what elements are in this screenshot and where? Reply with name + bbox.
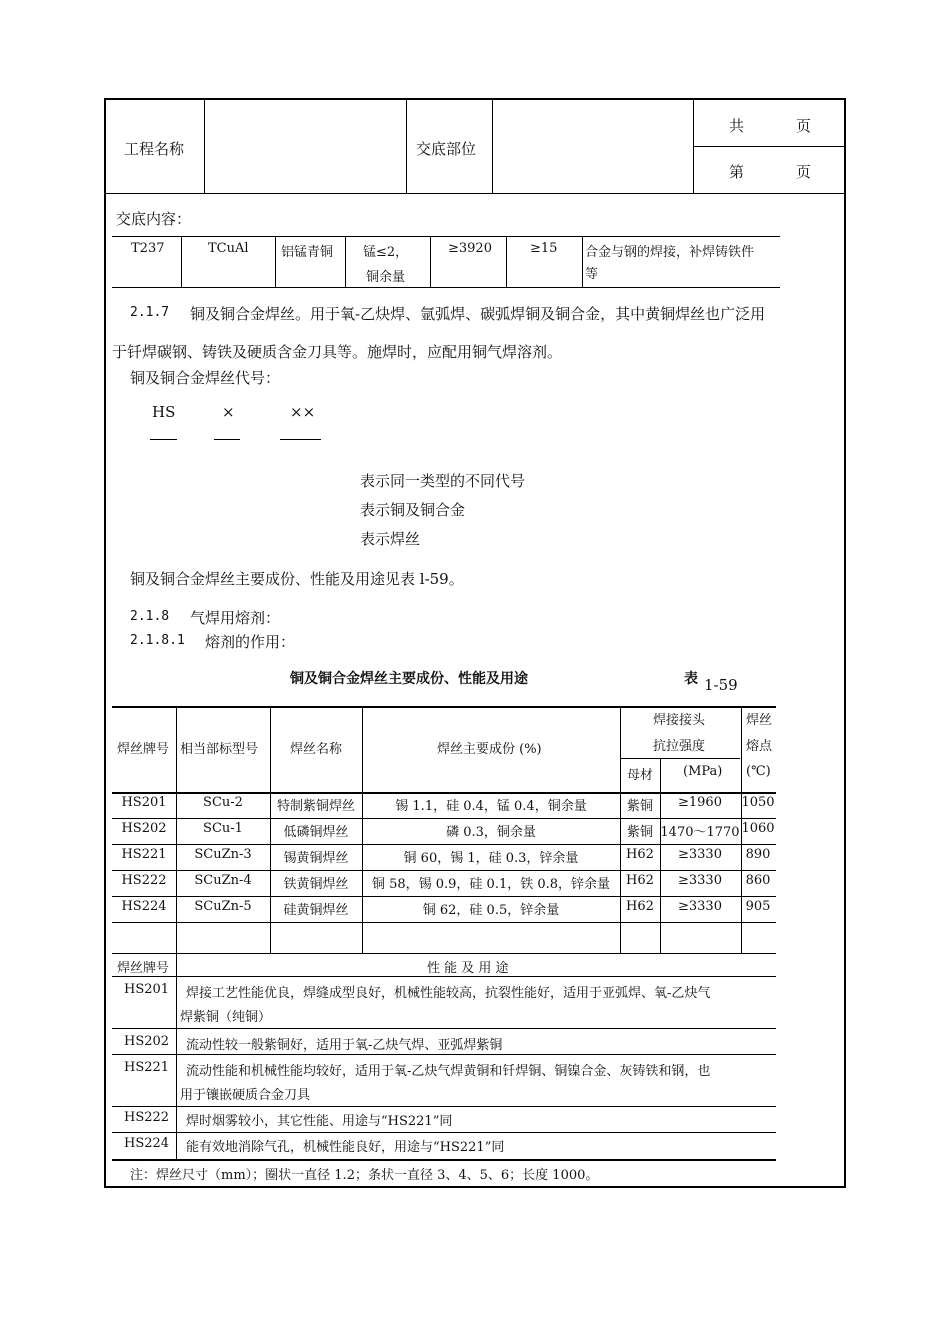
table-cell: ≥1960 (678, 795, 722, 810)
table-cell: HS201 (121, 795, 167, 810)
code-hs: HS (152, 403, 176, 421)
section-217-number: 2.1.7 (130, 305, 170, 320)
code-underline-3 (280, 439, 321, 440)
table-cell: 低磷铜焊丝 (283, 825, 349, 840)
th-melt-1: 焊丝 (746, 713, 773, 728)
table-cell: HS202 (121, 821, 167, 836)
use-text-line1: 流动性能和机械性能均较好，适用于氧-乙炔气焊黄铜和钎焊铜、铜镍合金、灰铸铁和钢，也 (186, 1064, 711, 1079)
total-pages-label: 共 (729, 117, 745, 135)
table-cell: 1050 (741, 795, 775, 810)
table-cell: ≥3330 (678, 847, 722, 862)
table-label: 表 (684, 671, 698, 687)
content-label: 交底内容： (116, 210, 192, 228)
th-base: 母材 (627, 768, 654, 783)
code-title: 铜及铜合金焊丝代号： (130, 369, 281, 387)
section-218-number: 2.1.8 (130, 609, 170, 624)
total-pages-unit: 页 (796, 117, 812, 135)
cell-comp-1: 锰≤2， (363, 245, 409, 260)
project-name-label: 工程名称 (124, 140, 185, 158)
code-xx: ×× (290, 403, 316, 421)
section-217-line2: 于钎焊碳钢、铸铁及硬质含金刀具等。施焊时，应配用铜气焊溶剂。 (112, 343, 563, 361)
uses-th-brand: 焊丝牌号 (117, 961, 170, 976)
use-text-line1: 能有效地消除气孔，机械性能良好，用途与“HS221”同 (186, 1140, 505, 1155)
table-cell: ≥3330 (678, 873, 722, 888)
use-brand: HS224 (124, 1136, 170, 1151)
th-brand: 焊丝牌号 (117, 742, 170, 757)
table-cell: HS221 (121, 847, 167, 862)
table-cell: 特制紫铜焊丝 (276, 799, 355, 814)
header-table (106, 100, 844, 194)
code-underline-1 (150, 439, 177, 440)
table-cell: 锡黄铜焊丝 (283, 851, 349, 866)
cell-brand: T237 (131, 241, 165, 256)
th-melt-2: 熔点 (746, 739, 773, 754)
th-composition: 焊丝主要成份 (%) (437, 742, 542, 757)
use-brand: HS222 (124, 1110, 170, 1125)
cell-strength: ≥3920 (448, 241, 492, 256)
table-title: 铜及铜合金焊丝主要成份、性能及用途 (290, 671, 528, 687)
th-std: 相当部标型号 (180, 742, 259, 757)
table-cell: SCu-1 (203, 821, 243, 836)
cell-name: 铝锰青铜 (281, 245, 334, 260)
th-name: 焊丝名称 (290, 742, 343, 757)
table-cell: HS224 (121, 899, 167, 914)
table-cell: 紫铜 (626, 799, 653, 814)
table-cell: 1470～1770 (660, 825, 740, 840)
table-cell: 铜 60，锡 1，硅 0.3，锌余量 (403, 851, 579, 866)
cell-use-2: 等 (585, 267, 599, 282)
code-underline-2 (214, 439, 240, 440)
cell-elong: ≥15 (530, 241, 558, 256)
meaning-1: 表示同一类型的不同代号 (360, 472, 526, 490)
table-cell: H62 (626, 847, 654, 862)
table-cell: 铜 62，硅 0.5，锌余量 (422, 903, 560, 918)
use-brand: HS202 (124, 1034, 170, 1049)
table-number: 1-59 (704, 676, 738, 694)
use-text-line1: 流动性较一般紫铜好，适用于氧-乙炔气焊、亚弧焊紫铜 (186, 1038, 503, 1053)
section-218-text: 气焊用熔剂： (190, 609, 281, 627)
table-reference: 铜及铜合金焊丝主要成份、性能及用途见表 l-59。 (130, 570, 464, 588)
table-cell: 1060 (741, 821, 775, 836)
table-cell: H62 (626, 899, 654, 914)
current-page-label: 第 (729, 163, 745, 181)
section-217-line1: 铜及铜合金焊丝。用于氧-乙炔焊、氩弧焊、碳弧焊铜及铜合金，其中黄铜焊丝也广泛用 (190, 305, 766, 323)
use-text-line2: 焊紫铜（纯铜） (180, 1010, 272, 1025)
cell-std: TCuAl (208, 241, 249, 256)
th-strength-2: 抗拉强度 (653, 739, 706, 754)
use-text-line1: 焊时烟雾较小，其它性能、用途与“HS221”同 (186, 1114, 453, 1129)
current-page-unit: 页 (796, 163, 812, 181)
table-cell: 紫铜 (626, 825, 653, 840)
table-cell: 硅黄铜焊丝 (283, 903, 349, 918)
th-melt-unit: (℃) (746, 764, 771, 779)
th-strength-1: 焊接接头 (653, 713, 706, 728)
table-cell: SCu-2 (203, 795, 243, 810)
handover-part-label: 交底部位 (416, 140, 477, 158)
section-2181-text: 熔剂的作用： (205, 633, 296, 651)
table-cell: H62 (626, 873, 654, 888)
table-note: 注：焊丝尺寸（mm）；圈状一直径 1.2；条状一直径 3、4、5、6；长度 1000。 (130, 1168, 599, 1183)
table-cell: 铁黄铜焊丝 (283, 877, 349, 892)
uses-th-use: 性 能 及 用 途 (427, 961, 509, 976)
section-2181-number: 2.1.8.1 (130, 633, 185, 648)
use-text-line2: 用于镶嵌硬质合金刀具 (180, 1088, 311, 1103)
table-cell: 磷 0.3，铜余量 (446, 825, 536, 840)
meaning-3: 表示焊丝 (360, 530, 421, 548)
use-brand: HS221 (124, 1060, 170, 1075)
cell-use-1: 合金与钢的焊接，补焊铸铁件 (585, 245, 755, 260)
table-cell: SCuZn-5 (194, 899, 252, 914)
table-cell: 905 (745, 899, 771, 914)
table-cell: SCuZn-3 (194, 847, 252, 862)
use-text-line1: 焊接工艺性能优良，焊缝成型良好，机械性能较高，抗裂性能好，适用于亚弧焊、氧-乙炔气 (186, 986, 711, 1001)
table-cell: 铜 58，锡 0.9，硅 0.1，铁 0.8，锌余量 (371, 877, 611, 892)
th-mpa: (MPa) (683, 764, 723, 779)
table-cell: ≥3330 (678, 899, 722, 914)
meaning-2: 表示铜及铜合金 (360, 501, 466, 519)
table-cell: 锡 1.1，硅 0.4，锰 0.4，铜余量 (395, 799, 587, 814)
code-x: × (222, 403, 235, 421)
use-brand: HS201 (124, 982, 170, 997)
table-cell: 890 (745, 847, 771, 862)
cell-comp-2: 铜余量 (366, 270, 406, 285)
table-cell: 860 (745, 873, 771, 888)
table-cell: SCuZn-4 (194, 873, 252, 888)
table-cell: HS222 (121, 873, 167, 888)
